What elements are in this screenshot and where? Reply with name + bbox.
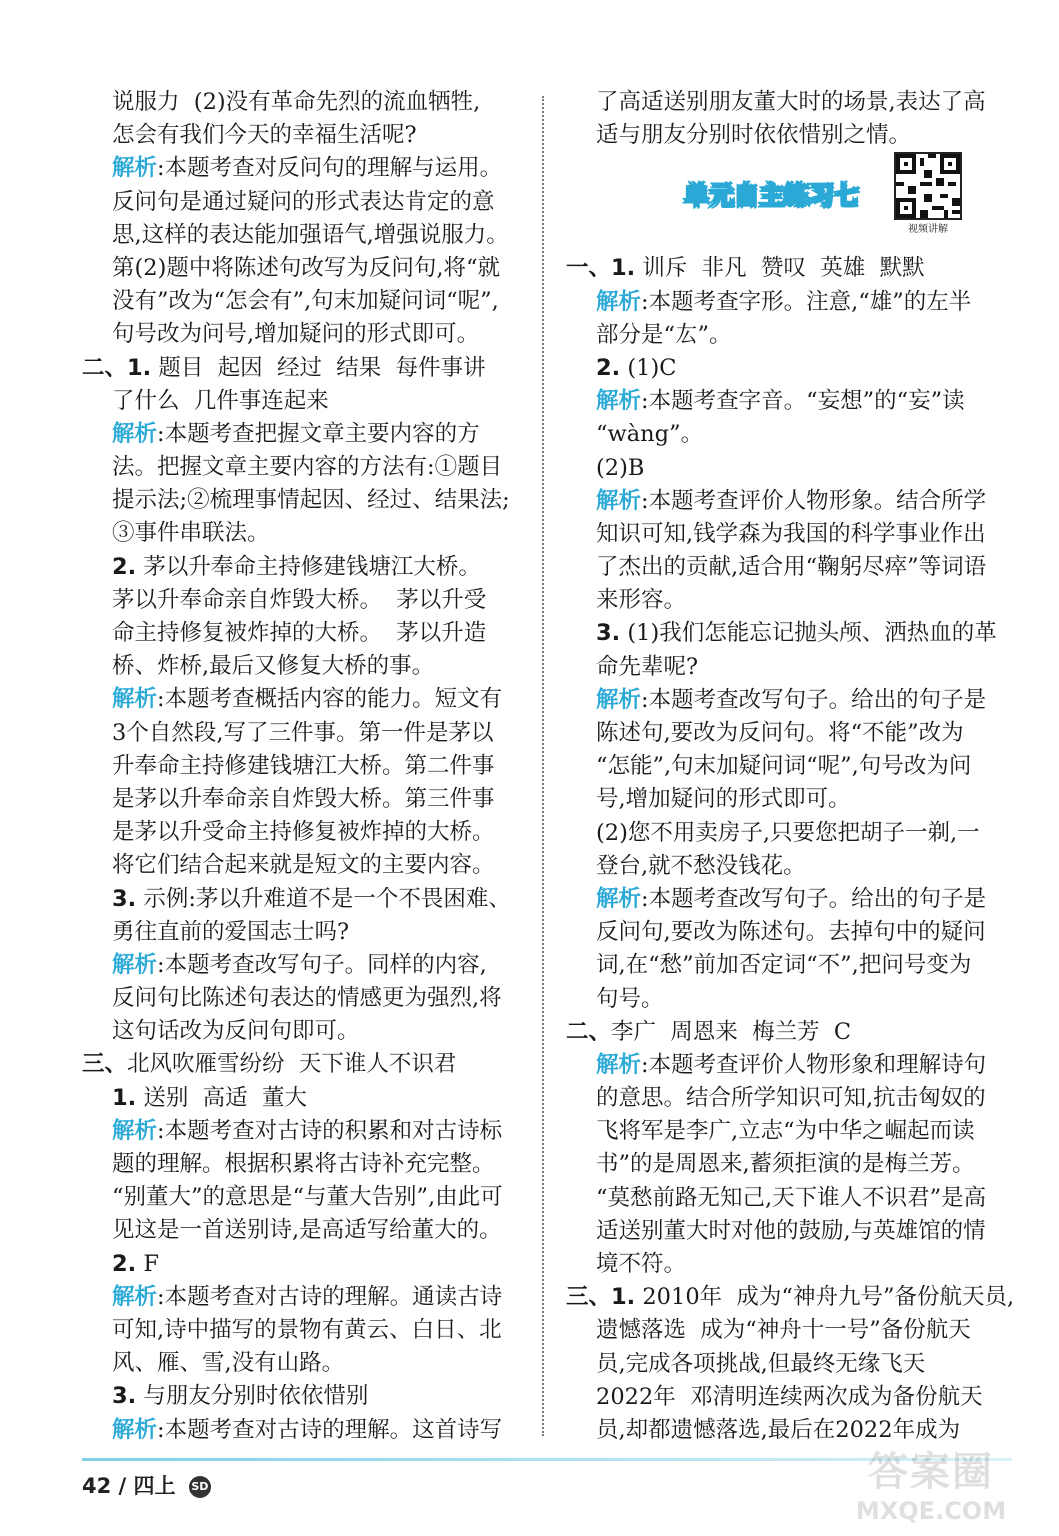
text-line bbox=[566, 1248, 1008, 1281]
line-text: “别董大”的意思是“与董大告别”,由此可 bbox=[112, 1184, 503, 1211]
text-line bbox=[566, 252, 1008, 285]
section-marker: 三、 bbox=[82, 1051, 128, 1078]
analysis-label: 解析 bbox=[596, 487, 642, 514]
line-text: :本题考查改写句子。同样的内容, bbox=[157, 951, 487, 978]
section-marker: 三、 bbox=[566, 1284, 612, 1311]
line-text: (1)我们怎能忘记抛头颅、洒热血的革 bbox=[620, 620, 997, 647]
text-line bbox=[82, 1248, 524, 1281]
text-line bbox=[82, 86, 524, 119]
text-line bbox=[82, 1115, 524, 1148]
text-line bbox=[82, 883, 524, 916]
line-text: 2010年 成为“神舟九号”备份航天员, bbox=[635, 1284, 1015, 1311]
line-text: :本题考查对反问句的理解与运用。 bbox=[157, 155, 503, 182]
right-top-lines bbox=[566, 86, 1008, 152]
question-number: 3. bbox=[112, 1383, 137, 1410]
line-text: 说服力 (2)没有革命先烈的流血牺牲, bbox=[112, 89, 481, 115]
text-line bbox=[82, 750, 524, 783]
line-text: 反问句,要改为陈述句。去掉句中的疑问 bbox=[596, 919, 986, 946]
text-line bbox=[566, 1016, 1008, 1049]
line-text: :本题考查字形。注意,“雄”的左半 bbox=[641, 288, 972, 315]
question-number: 2. bbox=[112, 553, 137, 580]
text-line bbox=[82, 152, 524, 185]
text-line bbox=[82, 849, 524, 882]
text-line bbox=[82, 683, 524, 716]
text-line bbox=[566, 385, 1008, 418]
text-line bbox=[566, 1381, 1008, 1414]
section-marker: 二、 bbox=[566, 1018, 612, 1045]
text-line bbox=[566, 883, 1008, 916]
line-text: :本题考查评价人物形象。结合所学 bbox=[641, 487, 987, 514]
text-line bbox=[82, 418, 524, 451]
line-text: 了高适送别朋友董大时的场景,表达了高 bbox=[596, 89, 986, 115]
text-line bbox=[82, 650, 524, 683]
line-text: 可知,诗中描写的景物有黄云、白日、北 bbox=[112, 1316, 502, 1343]
text-line bbox=[82, 982, 524, 1015]
line-text: 训斥 非凡 赞叹 英雄 默默 bbox=[635, 255, 925, 282]
text-line bbox=[566, 352, 1008, 385]
line-text: 桥、炸桥,最后又修复大桥的事。 bbox=[112, 653, 435, 680]
text-line bbox=[82, 119, 524, 152]
text-line bbox=[82, 352, 524, 385]
text-line bbox=[82, 1082, 524, 1115]
text-line bbox=[566, 1148, 1008, 1181]
watermark bbox=[836, 1440, 1026, 1530]
question-number: 2. bbox=[112, 1250, 137, 1277]
text-line bbox=[566, 319, 1008, 352]
line-text: 陈述句,要改为反问句。将“不能”改为 bbox=[596, 720, 964, 746]
line-text: 反问句比陈述句表达的情感更为强烈,将 bbox=[112, 985, 502, 1012]
text-line bbox=[566, 750, 1008, 783]
text-line bbox=[82, 1148, 524, 1181]
text-line bbox=[566, 418, 1008, 451]
analysis-label: 解析 bbox=[596, 885, 642, 912]
question-number: 1. bbox=[611, 1284, 636, 1311]
unit-header bbox=[566, 152, 1008, 252]
question-number: 3. bbox=[112, 885, 137, 912]
line-text: 3个自然段,写了三件事。第一件是茅以 bbox=[112, 719, 494, 746]
line-text: “怎能”,句末加疑问词“呢”,句号改为问 bbox=[596, 753, 972, 780]
right-column bbox=[566, 86, 1015, 1447]
analysis-label: 解析 bbox=[112, 686, 158, 713]
text-line bbox=[566, 1115, 1008, 1148]
line-text: 适与朋友分别时依依惜别之情。 bbox=[596, 122, 912, 149]
line-text: 没有”改为“怎会有”,句末加疑问词“呢”, bbox=[112, 288, 499, 315]
text-line bbox=[82, 551, 524, 584]
line-text: 命先辈呢? bbox=[596, 653, 699, 680]
line-text: 法。把握文章主要内容的方法有:①题目 bbox=[112, 454, 503, 481]
text-line bbox=[82, 1347, 524, 1380]
line-text: 李广 周恩来 梅兰芳 C bbox=[611, 1018, 852, 1045]
line-text: 怎会有我们今天的幸福生活呢? bbox=[112, 122, 417, 149]
line-text: 登台,就不愁没钱花。 bbox=[596, 852, 806, 879]
line-text: ③事件串联法。 bbox=[112, 520, 270, 547]
line-text: 是茅以升奉命亲自炸毁大桥。第三件事 bbox=[112, 785, 495, 812]
text-line bbox=[82, 717, 524, 750]
line-text: “wàng”。 bbox=[596, 421, 704, 448]
text-line bbox=[566, 617, 1008, 650]
question-number: 1. bbox=[112, 1084, 137, 1111]
line-text: 北风吹雁雪纷纷 天下谁人不识君 bbox=[127, 1051, 457, 1078]
line-text: 送别 高适 董大 bbox=[136, 1084, 307, 1111]
text-line bbox=[566, 817, 1008, 850]
line-text: 示例:茅以升难道不是一个不畏困难、 bbox=[136, 885, 511, 912]
line-text: 是茅以升受命主持修复被炸掉的大桥。 bbox=[112, 819, 495, 846]
text-line bbox=[82, 252, 524, 285]
text-line bbox=[82, 1380, 524, 1413]
text-line bbox=[566, 119, 1008, 152]
line-text: 反问句是通过疑问的形式表达肯定的意 bbox=[112, 188, 495, 215]
text-line bbox=[82, 584, 524, 617]
line-text: 来形容。 bbox=[596, 587, 687, 614]
analysis-label: 解析 bbox=[112, 1117, 158, 1144]
text-line bbox=[566, 717, 1008, 750]
line-text: :本题考查把握文章主要内容的方 bbox=[157, 420, 480, 447]
line-text: 了杰出的贡献,适合用“鞠躬尽瘁”等词语 bbox=[596, 554, 987, 581]
line-text: :本题考查对古诗的理解。通读古诗 bbox=[157, 1283, 503, 1310]
line-text: 员,却都遗憾落选,最后在2022年成为 bbox=[596, 1416, 961, 1443]
analysis-label: 解析 bbox=[112, 155, 158, 182]
text-line bbox=[82, 816, 524, 849]
line-text: :本题考查改写句子。给出的句子是 bbox=[641, 885, 987, 912]
text-line bbox=[82, 783, 524, 816]
text-line bbox=[82, 1314, 524, 1347]
line-text: 将它们结合起来就是短文的主要内容。 bbox=[112, 852, 495, 879]
analysis-label: 解析 bbox=[596, 686, 642, 713]
text-line bbox=[82, 1181, 524, 1214]
analysis-label: 解析 bbox=[596, 1051, 642, 1078]
line-text: F bbox=[136, 1250, 159, 1277]
text-line bbox=[82, 1281, 524, 1314]
text-line bbox=[566, 1314, 1008, 1347]
line-text: 这句话改为反问句即可。 bbox=[112, 1018, 360, 1045]
footer-separator: / bbox=[118, 1474, 127, 1498]
text-line bbox=[82, 949, 524, 982]
line-text: 见这是一首送别诗,是高适写给董大的。 bbox=[112, 1217, 502, 1244]
text-line bbox=[82, 517, 524, 550]
line-text: 适送别董大时对他的鼓励,与英雄馆的情 bbox=[596, 1217, 986, 1244]
line-text: 飞将军是李广,立志“为中华之崛起而读 bbox=[596, 1118, 975, 1145]
text-line bbox=[82, 1048, 524, 1081]
line-text: 茅以升奉命亲自炸毁大桥。 茅以升受 bbox=[112, 586, 487, 613]
line-text: 句号。 bbox=[596, 985, 664, 1012]
text-line bbox=[82, 451, 524, 484]
line-text: 茅以升奉命主持修建钱塘江大桥。 bbox=[136, 553, 481, 580]
publisher-badge: SD bbox=[189, 1476, 211, 1498]
analysis-label: 解析 bbox=[596, 288, 642, 315]
left-column bbox=[82, 86, 524, 1447]
line-text: 题目 起因 经过 结果 每件事讲 bbox=[151, 354, 486, 381]
text-line bbox=[82, 219, 524, 252]
line-text: 境不符。 bbox=[596, 1251, 687, 1277]
text-line bbox=[566, 651, 1008, 684]
line-text: 风、雁、雪,没有山路。 bbox=[112, 1350, 345, 1377]
text-line bbox=[82, 484, 524, 517]
text-line bbox=[566, 518, 1008, 551]
text-line bbox=[566, 850, 1008, 883]
text-line bbox=[566, 949, 1008, 982]
text-line bbox=[82, 1214, 524, 1247]
text-line bbox=[566, 783, 1008, 816]
line-text: 勇往直前的爱国志士吗? bbox=[112, 918, 350, 945]
line-text: 了什么 几件事连起来 bbox=[112, 387, 329, 414]
text-line bbox=[82, 1414, 524, 1447]
line-text: :本题考查改写句子。给出的句子是 bbox=[641, 686, 987, 713]
line-text: 遗憾落选 成为“神舟十一号”备份航天 bbox=[596, 1317, 971, 1344]
text-line bbox=[566, 1215, 1008, 1248]
text-line bbox=[82, 1015, 524, 1048]
text-line bbox=[566, 584, 1008, 617]
line-text: :本题考查概括内容的能力。短文有 bbox=[157, 686, 503, 713]
text-line bbox=[82, 285, 524, 318]
text-line bbox=[82, 318, 524, 351]
line-text: 升奉命主持修建钱塘江大桥。第二件事 bbox=[112, 752, 495, 779]
line-text: 2022年 邓清明连续两次成为备份航天 bbox=[596, 1383, 983, 1410]
line-text: (2)您不用卖房子,只要您把胡子一剃,一 bbox=[596, 819, 980, 846]
question-number: 1. bbox=[611, 255, 636, 282]
text-line bbox=[82, 385, 524, 418]
analysis-label: 解析 bbox=[112, 951, 158, 978]
line-text: 的意思。结合所学知识可知,抗击匈奴的 bbox=[596, 1085, 986, 1112]
column-divider bbox=[542, 96, 544, 1436]
line-text: “莫愁前路无知己,天下谁人不识君”是高 bbox=[596, 1184, 987, 1211]
text-line bbox=[566, 1182, 1008, 1215]
line-text: (2)B bbox=[596, 454, 645, 481]
analysis-label: 解析 bbox=[112, 1416, 158, 1443]
qr-caption: 视频讲解 bbox=[908, 224, 948, 236]
section-marker: 一、 bbox=[566, 255, 612, 282]
qr-code-icon[interactable] bbox=[894, 152, 962, 220]
line-text: :本题考查对古诗的理解。这首诗写 bbox=[157, 1416, 503, 1443]
line-text: :本题考查字音。“妄想”的“妄”读 bbox=[641, 388, 965, 415]
line-text: 提示法;②梳理事情起因、经过、结果法; bbox=[112, 487, 510, 514]
text-line bbox=[566, 286, 1008, 319]
watermark-url: MXQE.COM bbox=[855, 1497, 1007, 1525]
question-number: 3. bbox=[596, 620, 621, 647]
right-lines bbox=[566, 252, 1015, 1447]
text-line bbox=[566, 983, 1008, 1016]
text-line bbox=[82, 186, 524, 219]
line-text: 思,这样的表达能加强语气,增强说服力。 bbox=[112, 221, 509, 248]
watermark-text: 答案圈 bbox=[868, 1449, 994, 1495]
page-footer bbox=[82, 1470, 211, 1500]
analysis-label: 解析 bbox=[596, 388, 642, 415]
text-line bbox=[566, 1082, 1008, 1115]
analysis-label: 解析 bbox=[112, 1283, 158, 1310]
text-line bbox=[566, 684, 1008, 717]
line-text: 知识可知,钱学森为我国的科学事业作出 bbox=[596, 520, 986, 547]
line-text: (1)C bbox=[620, 354, 677, 381]
line-text: 词,在“愁”前加否定词“不”,把问号变为 bbox=[596, 952, 972, 979]
question-number: 1. bbox=[127, 354, 152, 381]
unit-title: 单元自主练习七 bbox=[684, 181, 860, 211]
line-text: 部分是“厷”。 bbox=[596, 321, 732, 348]
line-text: :本题考查评价人物形象和理解诗句 bbox=[641, 1051, 987, 1078]
text-line bbox=[566, 1049, 1008, 1082]
text-line bbox=[566, 485, 1008, 518]
text-line bbox=[566, 1348, 1008, 1381]
line-text: 与朋友分别时依依惜别 bbox=[136, 1383, 369, 1410]
line-text: 命主持修复被炸掉的大桥。 茅以升造 bbox=[112, 620, 487, 646]
question-number: 2. bbox=[596, 354, 621, 381]
line-text: 员,完成各项挑战,但最终无缘飞天 bbox=[596, 1350, 926, 1377]
text-line bbox=[566, 551, 1008, 584]
text-line bbox=[82, 617, 524, 650]
line-text: 第(2)题中将陈述句改写为反问句,将“就 bbox=[112, 254, 501, 281]
line-text: 书”的是周恩来,蓄须拒演的是梅兰芳。 bbox=[596, 1151, 975, 1178]
text-line bbox=[566, 1281, 1015, 1314]
line-text: 号,增加疑问的形式即可。 bbox=[596, 786, 851, 813]
text-line bbox=[82, 916, 524, 949]
line-text: :本题考查对古诗的积累和对古诗标 bbox=[157, 1117, 503, 1144]
analysis-label: 解析 bbox=[112, 420, 158, 447]
line-text: 题的理解。根据积累将古诗补充完整。 bbox=[112, 1151, 495, 1177]
grade-label: 四上 bbox=[133, 1474, 176, 1498]
text-line bbox=[566, 452, 1008, 485]
section-marker: 二、 bbox=[82, 354, 128, 381]
line-text: 句号改为问号,增加疑问的形式即可。 bbox=[112, 321, 480, 348]
page-number: 42 bbox=[82, 1474, 112, 1498]
text-line bbox=[566, 86, 1008, 119]
text-line bbox=[566, 916, 1008, 949]
